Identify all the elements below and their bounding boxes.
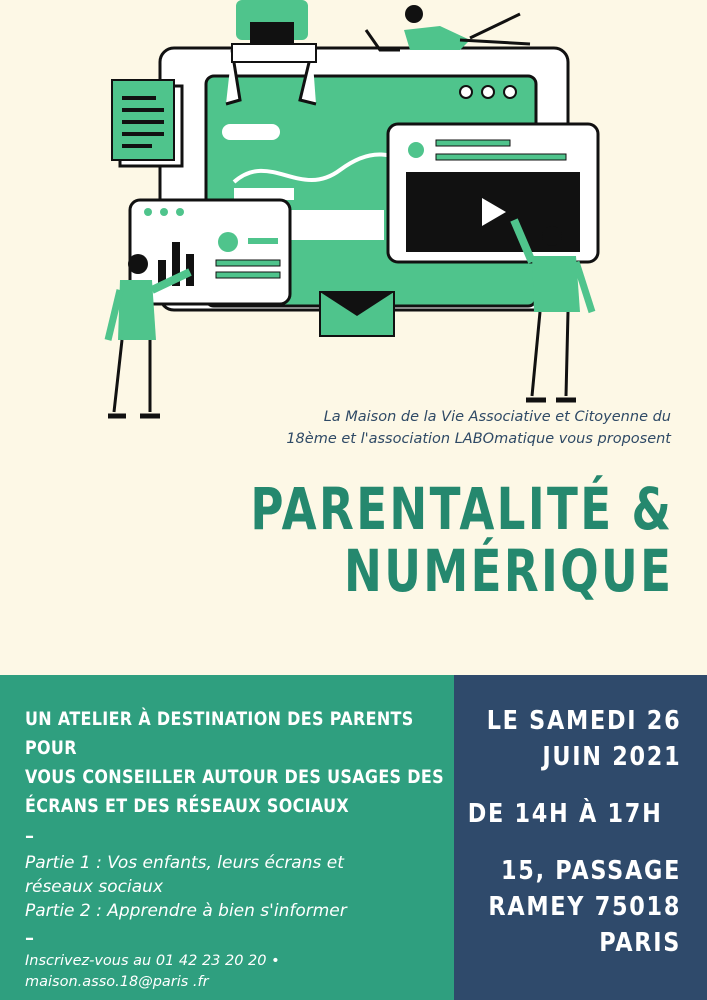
part-1-line-1: Partie 1 : Vos enfants, leurs écrans et (25, 853, 344, 873)
part-2: Partie 2 : Apprendre à bien s'informer (25, 901, 347, 921)
contact-email[interactable]: maison.asso.18@paris .fr (25, 974, 209, 990)
contact-phone: Inscrivez-vous au 01 42 23 20 20 • (25, 953, 280, 969)
address-line-1: 15, PASSAGE (500, 856, 681, 886)
separator-dash-2: – (25, 928, 34, 949)
hero-illustration (0, 0, 707, 430)
part-1-line-2: réseaux sociaux (25, 877, 164, 897)
event-time: DE 14H À 17H (468, 799, 663, 829)
intro-line-2: 18ème et l'association LABOmatique vous proposent (286, 431, 671, 447)
address-line-3: PARIS (599, 928, 681, 958)
headline-line-1: UN ATELIER À DESTINATION DES PARENTS POUR (25, 708, 414, 759)
intro-text (251, 406, 671, 450)
workshop-panel (0, 675, 454, 1000)
headline-line-3: ÉCRANS ET DES RÉSEAUX SOCIAUX (25, 795, 350, 817)
workshop-parts (25, 851, 432, 923)
date-line-1: LE SAMEDI 26 (486, 706, 681, 736)
headline-line-2: VOUS CONSEILLER AUTOUR DES USAGES DES (25, 766, 444, 788)
workshop-headline (25, 705, 445, 821)
envelope-icon (320, 292, 394, 336)
page-title (249, 475, 673, 605)
contact-info (25, 951, 432, 993)
person-lying-laptop (366, 5, 530, 50)
address-line-2: RAMEY 75018 (488, 892, 681, 922)
intro-line-1: La Maison de la Vie Associative et Citoyenne du (323, 409, 671, 425)
video-window (388, 124, 598, 262)
title-line-1: PARENTALITÉ & (249, 475, 673, 543)
event-date (486, 703, 681, 775)
date-line-2: JUIN 2021 (541, 742, 681, 772)
event-address (488, 853, 681, 961)
title-line-2: NUMÉRIQUE (343, 537, 673, 605)
separator-dash: – (25, 826, 34, 847)
event-panel (454, 675, 707, 1000)
document-icon (112, 80, 182, 166)
